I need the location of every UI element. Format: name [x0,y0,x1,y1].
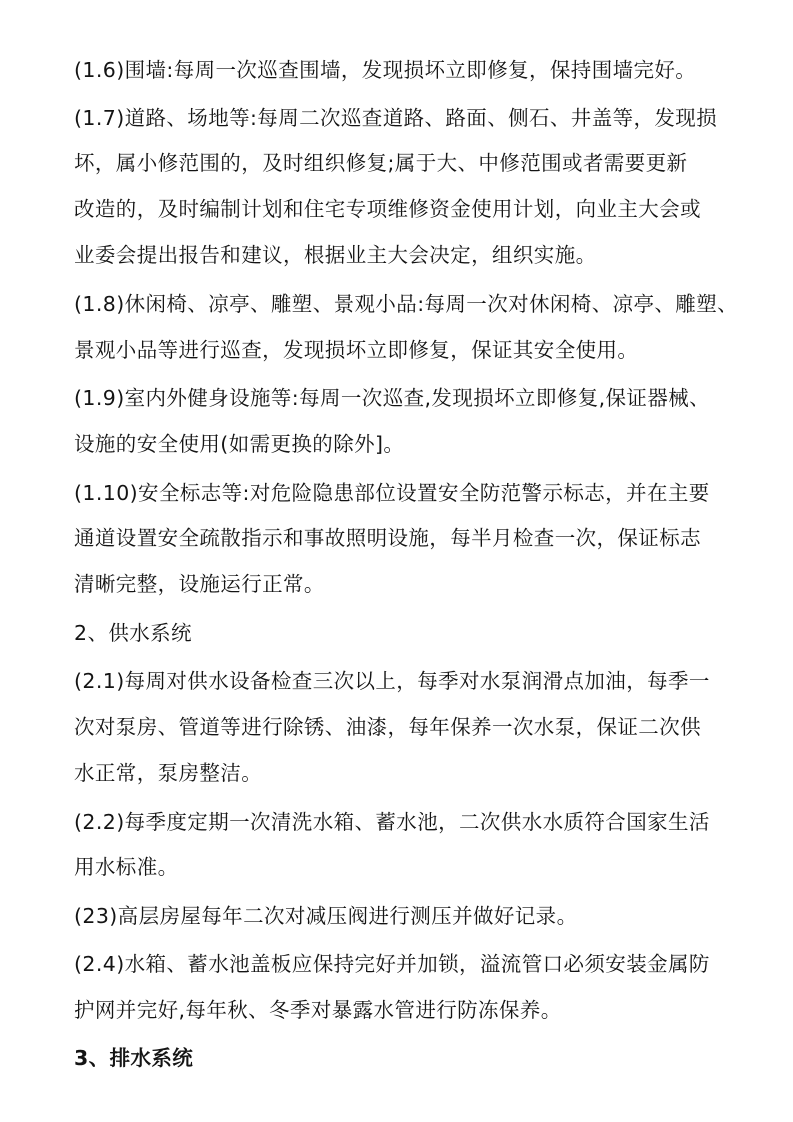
paragraph-1-9-line-1: (1.9)室内外健身设施等:每周一次巡查,发现损坏立即修复,保证器械、 [74,386,711,410]
paragraph-2-3: (23)高层房屋每年二次对减压阀进行测压并做好记录。 [74,904,578,928]
section-heading-water-supply: 2、供水系统 [74,621,192,645]
paragraph-1-6: (1.6)围墙:每周一次巡查围墙，发现损坏立即修复，保持围墙完好。 [74,58,697,82]
paragraph-2-1-line-2: 次对泵房、管道等进行除锈、油漆，每年保养一次水泵，保证二次供 [74,715,701,739]
section-heading-drainage: 3、排水系统 [74,1046,194,1070]
paragraph-2-4-line-2: 护网并完好,每年秋、冬季对暴露水管进行防冻保养。 [74,998,562,1022]
paragraph-1-9-line-2: 设施的安全使用(如需更换的除外]。 [74,432,405,456]
paragraph-2-2-line-1: (2.2)每季度定期一次清洗水箱、蓄水池，二次供水水质符合国家生活 [74,810,710,834]
paragraph-2-2-line-2: 用水标准。 [74,855,179,879]
paragraph-1-7-line-1: (1.7)道路、场地等:每周二次巡查道路、路面、侧石、井盖等，发现损 [74,106,718,130]
paragraph-1-10-line-1: (1.10)安全标志等:对危险隐患部位设置安全防范警示标志，并在主要 [74,481,710,505]
paragraph-2-1-line-1: (2.1)每周对供水设备检查三次以上，每季对水泵润滑点加油，每季一 [74,669,710,693]
paragraph-1-10-line-3: 清晰完整，设施运行正常。 [74,572,325,596]
paragraph-2-1-line-3: 水正常，泵房整洁。 [74,761,263,785]
paragraph-2-4-line-1: (2.4)水箱、蓄水池盖板应保持完好并加锁，溢流管口必须安装金属防 [74,952,710,976]
paragraph-1-10-line-2: 通道设置安全疏散指示和事故照明设施，每半月检查一次，保证标志 [74,526,701,550]
paragraph-1-8-line-2: 景观小品等进行巡查，发现损坏立即修复，保证其安全使用。 [74,338,639,362]
paragraph-1-7-line-3: 改造的，及时编制计划和住宅专项维修资金使用计划，向业主大会或 [74,197,701,221]
paragraph-1-7-line-4: 业委会提出报告和建议，根据业主大会决定，组织实施。 [74,243,597,267]
paragraph-1-8-line-1: (1.8)休闲椅、凉亭、雕塑、景观小品:每周一次对休闲椅、凉亭、雕塑、 [74,292,739,316]
paragraph-1-7-line-2: 坏，属小修范围的，及时组织修复;属于大、中修范围或者需要更新 [74,151,688,175]
